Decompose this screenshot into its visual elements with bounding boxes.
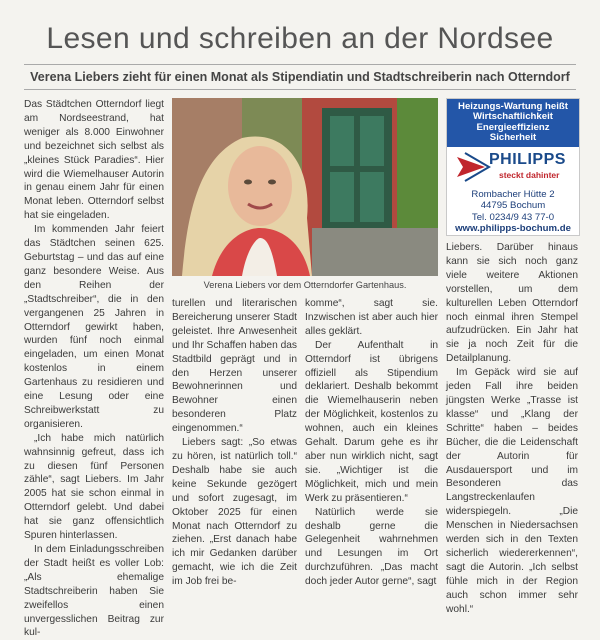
ad-phone: Tel. 0234/9 43 77-0 xyxy=(471,211,555,223)
article-column-2 xyxy=(172,297,297,588)
headline: Lesen und schreiben an der Nordsee xyxy=(46,22,554,55)
paragraph: Liebers. Darüber hinaus kann sie sich noch ganz viele weitere Aktionen vorstellen, um dem kulturellen Leben Otterndorf noch einmal ihren Stempel aufzudrücken. Ein Jahr hat sie ja noch Zeit für die Detailplanung. xyxy=(446,242,578,365)
ad-line: Energieeffizienz xyxy=(476,121,550,133)
paragraph: „Ich habe mich natürlich wahnsinnig gefreut, dass ich zu diesen fünf Personen zähle“, sagt Liebers. Im Jahr 2005 hat sie schon einmal in Otterndorf gelebt. Und dabei hat sie ganz offensichtlich Spuren hinterlassen. xyxy=(24,432,164,542)
ad-street: Rombacher Hütte 2 xyxy=(471,189,555,200)
paragraph: komme“, sagt sie. Inzwischen ist aber auch hier alles geklärt. xyxy=(305,298,438,337)
article-column-3 xyxy=(305,297,438,588)
advertisement[interactable] xyxy=(446,98,580,236)
ad-line: Heizungs-Wartung heißt xyxy=(458,101,568,112)
headline-rule xyxy=(24,64,576,65)
paragraph: Der Aufenthalt in Otterndorf ist übrigens offiziell als Stipendium deklariert. Deshalb bekommt die Wiemelhauserin neben der Möglichkeit, kostenlos zu wohnen, auch ein kleines Gehalt. Darum gehe es ihr aber nun wirklich nicht, sagt sie. „Wichtiger ist die Möglichkeit, mich und mein Werk zu präsentieren.“ xyxy=(305,339,438,504)
paragraph: Das Städtchen Otterndorf liegt am Nordseestrand, hat weniger als 8.000 Einwohner und bezeichnet sich selbst als „kleines Stück Paradies“. Hier wird die Wiemelhauser Autorin in genau einem Jahr für einen Monat leben. Otterndorf selbst hat sie eingeladen. xyxy=(24,99,164,222)
photo-caption: Verena Liebers vor dem Otterndorfer Gartenhaus. xyxy=(203,280,407,290)
ad-tagline: steckt dahinter xyxy=(499,170,560,180)
ad-address xyxy=(447,189,579,235)
author-photo-image xyxy=(172,98,438,276)
article-column-1 xyxy=(24,98,164,639)
ad-line: Wirtschaftlichkeit xyxy=(473,111,553,123)
author-photo xyxy=(172,98,438,276)
ad-city: 44795 Bochum xyxy=(480,200,546,212)
paragraph: In dem Einladungsschreiben der Stadt heißt es voller Lob: „Als ehemalige Stadtschreiberin haben Sie zweifellos einen unvergesslichen Beitrag zur kul- xyxy=(24,544,164,639)
paragraph: Liebers sagt: „So etwas zu hören, ist natürlich toll.“ Deshalb habe sie auch keine Sekunde gezögert und sofort zugesagt, im Oktober 2025 für einen Monat nach Otterndorf zu ziehen. „Erst danach habe ich mir Gedanken darüber gemacht, wie ich die Zeit im Job frei be- xyxy=(172,437,297,588)
subheadline: Verena Liebers zieht für einen Monat als Stipendiatin und Stadtschreiberin nach Otterndorf xyxy=(30,70,570,84)
ad-website-link[interactable]: www.philipps-bochum.de xyxy=(455,223,571,235)
article-column-4 xyxy=(446,241,578,615)
ad-brand-name: PHILIPPS xyxy=(489,151,566,168)
paragraph: Natürlich werde sie deshalb gerne die Gelegenheit wahrnehmen und Lesungen im Ort durchzuführen. „Das macht doch jeder Autor gerne“, sagt xyxy=(305,506,438,588)
paragraph: Im kommenden Jahr feiert das Städtchen seinen 625. Geburtstag – und das auf eine ganz besondere Weise. Aus den Reihen der „Stadtschreiber“, die in den vergangenen 25 Jahren in Otterndorf gewirkt haben, wurden fünf noch einmal eingeladen, um einen Monat kostenlos in einem Gartenhaus zu residieren und eine Lesung oder eine Schreibwerkstatt zu organisieren. xyxy=(24,224,164,430)
ad-line: Sicherheit xyxy=(489,132,537,144)
subhead-rule xyxy=(24,89,576,90)
paragraph: turellen und literarischen Bereicherung unserer Stadt geleistet. Ihre Anwesenheit und Ihr Schaffen haben das Stadtbild geprägt und in den Herzen unserer Bewohnerinnen und Bewohner einen besonderen Platz eingenommen.“ xyxy=(172,298,297,435)
ad-headline-block xyxy=(447,99,579,147)
paragraph: Im Gepäck wird sie auf jeden Fall ihre beiden jüngsten Werke „Trasse ist klasse“ und „Klang der Schritte“ haben – beides Bücher, die die Leidenschaft der Autorin für Ausdauersport und im Besonderen das Langstreckenlaufen widerspiegeln. „Die Menschen in Niedersachsen werden sich in den Texten sicherlich wiedererkennen“, sagt die Autorin. „Ich selbst fühle mich in der Region auch schon immer sehr wohl.“ xyxy=(446,367,578,615)
